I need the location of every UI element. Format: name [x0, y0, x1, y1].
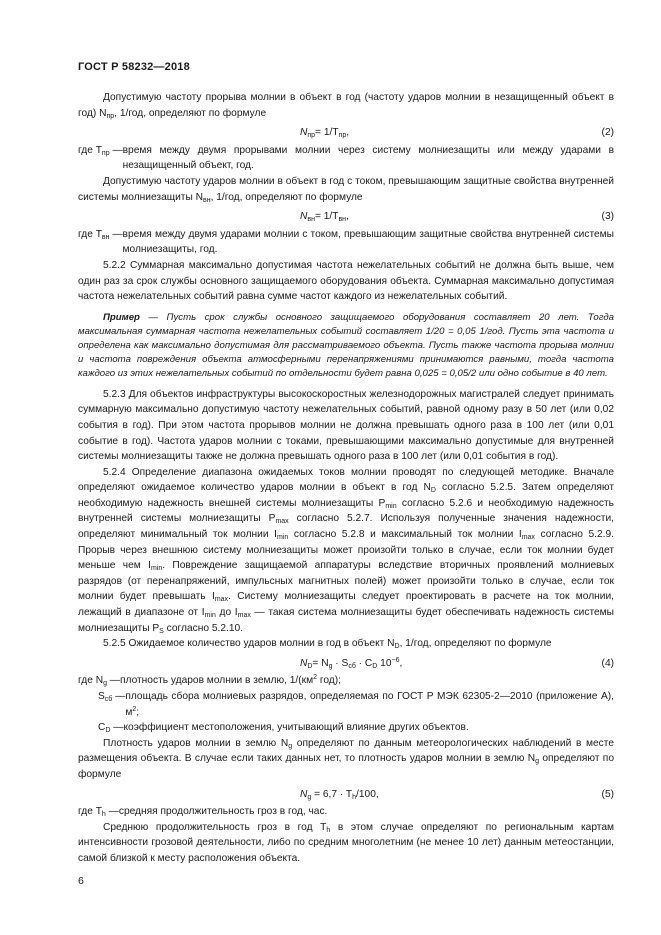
formula-2-number: (2) — [601, 127, 614, 139]
formula-4-number: (4) — [601, 657, 614, 669]
where-clause-3-symbol: где $T_{вн}$ — — [78, 228, 123, 241]
where-clause-5-symbol: где $T_h$ — — [78, 806, 119, 819]
where-clause-2 — [78, 143, 614, 174]
formula-3-expression: $N_{вн}= 1/T_{вн}$, — [300, 211, 349, 224]
formula-5-number: (5) — [601, 788, 614, 800]
section-5-2-4: 5.2.4 Определение диапазона ожидаемых токов молнии проводят по следующей методике. Вначале определяют ожидаемое количество ударов молнии в объект в год $N_D$ согласно 5.2.5. Затем определяют необходимую надежность внешней системы молниезащиты $P_{min}$ согласно 5.2.6 и необходимую надежность внутренней системы молниезащиты $P_{max}$ согласно 5.2.7. Используя полученные значения надежности, определяют минимальный ток молнии $I_{min}$ согласно 5.2.8 и максимальный ток молнии $I_{max}$ согласно 5.2.9. Прорыв через внешнюю систему молниезащиты может произойти только в случае, если ток молнии будет меньше чем $I_{min}$. Повреждение защищаемой аппаратуры вследствие вторичных проявлений молниевых разрядов (от перенапряжений, импульсных магнитных полей) может произойти только в случае, если ток молнии будет превышать $I_{max}$. Систему молниезащиты следует проектировать в расчете на ток молнии, лежащий в диапазоне от $I_{min}$ до $I_{max}$ — такая система молниезащиты будет обеспечивать надежность системы молниезащиты $P_S$ согласно 5.2.10. — [78, 466, 615, 635]
section-5-2-2: 5.2.2 Суммарная максимально допустимая частота нежелательных событий не должна быть выше, чем один раз за срок службы основного защищаемого оборудования объекта. Суммарная максимально допустимая частота нежелательных событий равна сумме частот каждого из нежелательных событий. — [78, 259, 614, 303]
where-clause-2-symbol: где $T_{пр}$ — — [78, 144, 123, 157]
where-clause-4-density — [78, 673, 614, 689]
where-clause-4-density-text: плотность ударов молнии в землю, $1/(км^2$ год); — [120, 674, 341, 687]
where-clause-4-area — [78, 689, 614, 720]
formula-4 — [78, 656, 614, 672]
where-clause-3-text: время между двумя ударами молнии с током, превышающим защитные свойства внутренней системы молниезащиты, год. — [122, 228, 614, 256]
formula-2 — [78, 125, 614, 141]
example-note: Пример — Пусть срок службы основного защищаемого оборудования составляет 20 лет. Тогда максимальная суммарная частота нежелательных событий составляет 1/20 = 0,05 1/год. Пусть эта частота и определена как максимально допустимая для рассматриваемого объекта. Пусть также частота прорыва молнии и частота повреждения объекта атмосферными перенапряжениями принимаются равными, тогда частота каждого из этих нежелательных событий по отдельности будет равна 0,025 = 0,05/2 или одно событие в 40 лет. — [78, 311, 614, 379]
where-clause-4-density-symbol: где $N_g$ — — [78, 675, 120, 688]
where-clause-3 — [78, 227, 614, 258]
where-clause-4-area-symbol: $S_{сб}$ — — [98, 691, 126, 703]
where-clause-2-text: время между двумя прорывами молнии через систему молниезащиты или между ударами в незащищенный объект, год. — [122, 144, 614, 172]
document-body — [78, 90, 614, 867]
section-5-2-3: 5.2.3 Для объектов инфраструктуры высокоскоростных железнодорожных магистралей следует принимать суммарную максимально допустимую частоту нежелательных событий, равной одному разу в 50 лет (или 0,02 события в год). При этом частота прорывов молнии не должна превышать одного раза в 100 лет (или 0,01 событие в год). Частота ударов молнии с токами, превышающими максимально допустимые для внутренней системы молниезащиты также не должна превышать одного раза в 100 лет (или 0,01 события в год). — [78, 388, 614, 463]
formula-2-expression: $N_{пр}= 1/T_{пр}$, — [300, 127, 350, 140]
section-5-2-5: 5.2.5 Ожидаемое количество ударов молнии в год в объект $N_D$, 1/год, определяют по формуле — [103, 638, 552, 651]
where-clause-5-text: средняя продолжительность гроз в год, час. — [118, 806, 328, 818]
where-clause-4-location — [78, 720, 614, 736]
paragraph-thunderstorm-duration: Среднюю продолжительность гроз в год $T_h$ в этом случае определяют по региональным картам интенсивности грозовой деятельности, либо по средним многолетним (не менее 10 лет) данным метеостанции, самой близкой к месту расположения объекта. — [78, 821, 614, 864]
formula-3-number: (3) — [601, 211, 614, 223]
paragraph-allowable-breakthrough-frequency: Допустимую частоту прорыва молнии в объект в год (частоту ударов молнии в незащищенный объект в год) $N_{пр}$, 1/год, определяют по формуле — [78, 92, 614, 120]
where-clause-5 — [78, 804, 614, 820]
page-number: 6 — [78, 875, 84, 887]
formula-4-expression: $N_D= N_g \cdot S_{сб} \cdot C_D$ $10^{-6}$, — [300, 656, 403, 670]
formula-5 — [78, 787, 614, 803]
formula-5-expression: $N_g = 6,7 \cdot T_h/100$, — [300, 788, 379, 801]
paragraph-allowable-internal-frequency: Допустимую частоту ударов молнии в объект в год с током, превышающим защитные свойства внутренней системы молниезащиты $N_{вн}$, 1/год, определяют по формуле — [78, 175, 614, 204]
document-header-title: ГОСТ Р 58232—2018 — [78, 61, 190, 73]
where-clause-4-location-symbol: $C_D$ — — [98, 722, 124, 735]
paragraph-ground-flash-density: Плотность ударов молнии в землю $N_g$ определяют по данным метеорологических наблюдений в месте размещения объекта. В случае если таких данных нет, то плотность ударов молнии в землю $N_g$ определяют по формуле — [78, 737, 614, 780]
where-clause-4-area-text: площадь сбора молниевых разрядов, определяемая по ГОСТ Р МЭК 62305-2—2010 (приложение А), $м^2$; — [125, 691, 614, 718]
formula-3 — [78, 209, 614, 225]
where-clause-4-location-text: коэффициент местоположения, учитывающий влияние других объектов. — [123, 722, 469, 734]
